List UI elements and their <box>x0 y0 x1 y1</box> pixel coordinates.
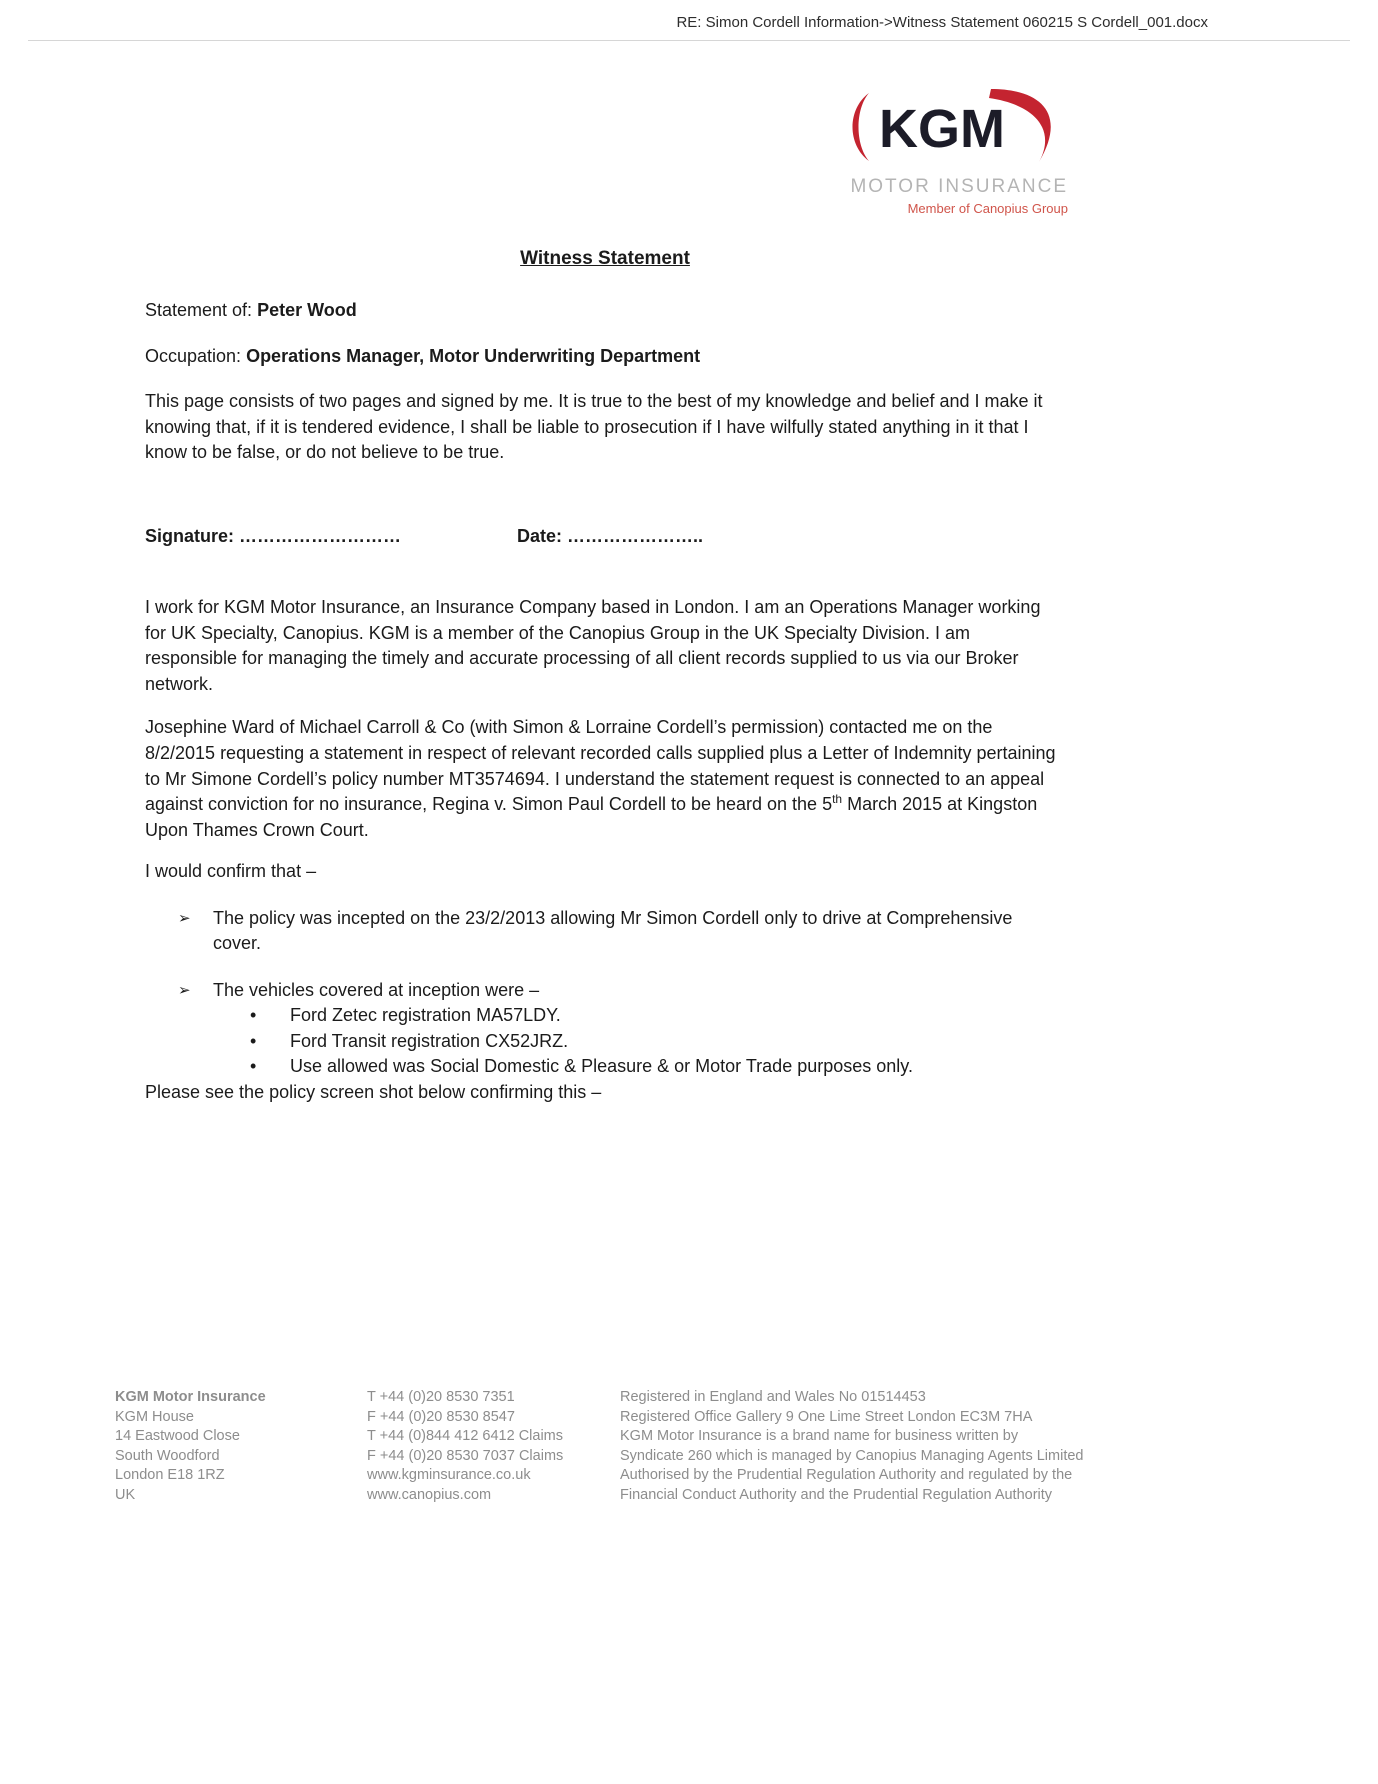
footer-line: 14 Eastwood Close <box>115 1428 240 1445</box>
footer-address-column <box>115 1388 367 1505</box>
statement-of-value: Peter Wood <box>257 299 357 320</box>
footer-line: Syndicate 260 which is managed by Canopius Managing Agents Limited <box>620 1447 1084 1464</box>
footer-line: South Woodford <box>115 1447 220 1464</box>
bullet-text: The vehicles covered at inception were – <box>213 979 540 1000</box>
page-title: Witness Statement <box>520 248 690 269</box>
statement-of-line <box>145 298 1065 324</box>
arrow-bullet-icon: ➢ <box>178 981 191 999</box>
kgm-logo-graphic <box>835 89 1070 163</box>
dot-bullet-icon: • <box>250 1005 257 1026</box>
sub-bullet-item <box>250 1003 1065 1029</box>
dot-bullet-icon: • <box>250 1056 257 1077</box>
footer-line: Financial Conduct Authority and the Prudential Regulation Authority <box>620 1486 1053 1503</box>
footer-line: KGM Motor Insurance is a brand name for business written by <box>620 1428 1019 1445</box>
kgm-logo <box>835 89 1070 216</box>
footer-legal-column <box>620 1388 1090 1505</box>
date-label: Date: ………………….. <box>517 525 704 546</box>
logo-wordmark: KGM <box>879 99 1005 159</box>
sub-bullet-text: Use allowed was Social Domestic & Pleasure & or Motor Trade purposes only. <box>290 1056 913 1077</box>
confirm-line: I would confirm that – <box>145 861 317 882</box>
bullet-item-vehicles <box>178 978 1065 1004</box>
arrow-bullet-icon: ➢ <box>178 909 191 927</box>
logo-tagline: Member of Canopius Group <box>907 201 1068 216</box>
footer-line: London E18 1RZ <box>115 1467 225 1484</box>
paragraph-role: I work for KGM Motor Insurance, an Insurance Company based in London. I am an Operations Manager working for UK Specialty, Canopius. KGM is a member of the Canopius Group in the UK Specialty Division. I am responsible for managing the timely and accurate processing of all client records supplied to us via our Broker network. <box>145 597 1041 694</box>
statement-of-label: Statement of: <box>145 299 258 320</box>
footer-line: F +44 (0)20 8530 7037 Claims <box>367 1447 564 1464</box>
header-divider <box>28 40 1350 41</box>
document-body <box>0 246 1065 1106</box>
footer-line: UK <box>115 1486 136 1503</box>
sub-bullet-item <box>250 1054 1065 1080</box>
footer-line: KGM House <box>115 1408 194 1425</box>
dot-bullet-icon: • <box>250 1030 257 1051</box>
paragraph-request: Josephine Ward of Michael Carroll & Co (with Simon & Lorraine Cordell’s permission) contacted me on the 8/2/2015 requesting a statement in respect of relevant recorded calls supplied plus a Letter of Indemnity pertaining to Mr Simone Cordell’s policy number MT3574694. I understand the statement request is connected to an appeal against conviction for no insurance, Regina v. Simon Paul Cordell to be heard on the 5th March 2015 at Kingston Upon Thames Crown Court. <box>145 717 1056 840</box>
footer-line: Authorised by the Prudential Regulation Authority and regulated by the <box>620 1467 1073 1484</box>
footer-line: T +44 (0)20 8530 7351 <box>367 1389 515 1405</box>
sub-bullet-item <box>250 1029 1065 1055</box>
footer-line: F +44 (0)20 8530 8547 <box>367 1408 515 1425</box>
page-footer <box>115 1388 1090 1505</box>
signature-label: Signature: ……………………… <box>145 525 402 546</box>
ordinal-superscript: th <box>832 792 843 807</box>
footer-line: T +44 (0)844 412 6412 Claims <box>367 1428 564 1445</box>
occupation-line <box>145 344 1065 370</box>
bullet-item-policy <box>178 906 1065 957</box>
footer-line: KGM Motor Insurance <box>115 1389 266 1405</box>
footer-line: Registered Office Gallery 9 One Lime Street London EC3M 7HA <box>620 1408 1033 1425</box>
footer-line: www.canopius.com <box>367 1486 492 1503</box>
footer-contact-column <box>367 1388 620 1505</box>
bullet-text: The policy was incepted on the 23/2/2013 allowing Mr Simon Cordell only to drive at Comprehensive cover. <box>213 907 1013 954</box>
signature-date-row <box>145 524 1065 550</box>
sub-bullet-text: Ford Transit registration CX52JRZ. <box>290 1030 569 1051</box>
sub-bullet-text: Ford Zetec registration MA57LDY. <box>290 1005 561 1026</box>
logo-subtitle: MOTOR INSURANCE <box>850 176 1068 197</box>
declaration-paragraph: This page consists of two pages and signed by me. It is true to the best of my knowledge and belief and I make it knowing that, if it is tendered evidence, I shall be liable to prosecution if I have wilfully stated anything in it that I know to be false, or do not believe to be true. <box>145 391 1043 463</box>
occupation-value: Operations Manager, Motor Underwriting Department <box>246 345 701 366</box>
logo-left-swoosh-icon <box>853 93 870 161</box>
footer-line: www.kgminsurance.co.uk <box>367 1467 531 1484</box>
please-see-line: Please see the policy screen shot below confirming this – <box>145 1082 602 1102</box>
footer-line: Registered in England and Wales No 01514453 <box>620 1389 926 1405</box>
header-filename: RE: Simon Cordell Information->Witness Statement 060215 S Cordell_001.docx <box>676 14 1208 31</box>
occupation-label: Occupation: <box>145 345 247 366</box>
